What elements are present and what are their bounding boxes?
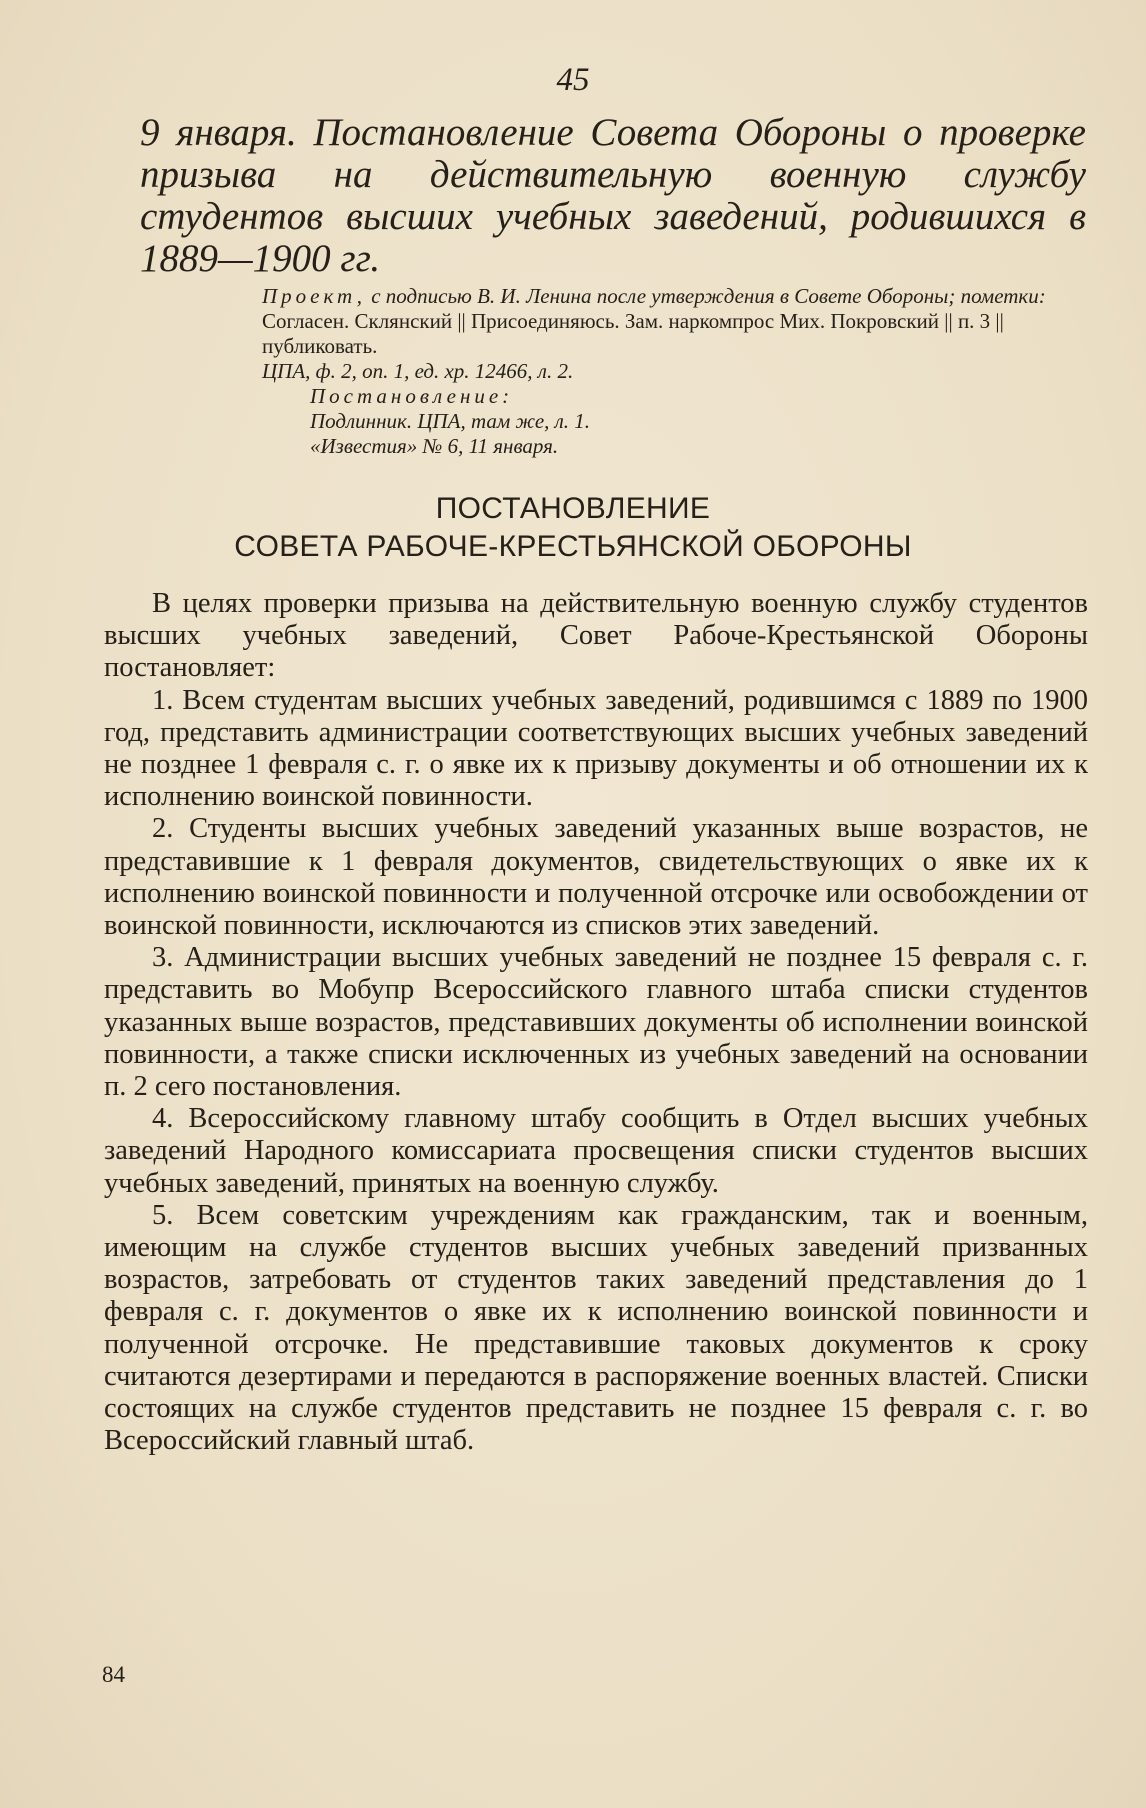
original-reference: Подлинник. ЦПА, там же, л. 1. <box>310 409 591 433</box>
archive-reference: ЦПА, ф. 2, оп. 1, ед. хр. 12466, л. 2. <box>262 359 574 383</box>
heading-line-1: ПОСТАНОВЛЕНИЕ <box>435 492 711 525</box>
marks-text: Согласен. Склянский || Присоединяюсь. Зам. наркомпрос Мих. Покровский || п. 3 || публиковать. <box>262 309 1004 358</box>
newspaper-reference: «Известия» № 6, 11 января. <box>310 434 559 458</box>
paragraph-item-2: 2. Студенты высших учебных заведений указанных выше возрастов, не представившие к 1 февраля документов, свидетельствующих о явке их к исполнению воинской повинности и полученной отсрочке или освобождении от воинской повинности, исключаются из списков этих заведений. <box>104 813 1088 942</box>
resolution-label: Постановление: <box>310 384 514 408</box>
project-text: с подписью В. И. Ленина после утверждения в Совете Обороны; пометки: <box>371 284 1046 308</box>
paragraph-item-4: 4. Всероссийскому главному штабу сообщить в Отдел высших учебных заведений Народного комиссариата просвещения списки студентов высших учебных заведений, принятых на военную службу. <box>104 1103 1088 1199</box>
paragraph-item-3: 3. Администрации высших учебных заведений не позднее 15 февраля с. г. представить во Мобупр Всероссийского главного штаба списки студентов указанных выше возрастов, представивших документы об исполнении воинской повинности, а также списки исключенных из учебных заведений на основании п. 2 сего постановления. <box>104 942 1088 1103</box>
document-title: 9 января. Постановление Совета Обороны о проверке призыва на действительную военную службу студентов высших учебных заведений, родившихся в 1889—1900 гг. <box>140 111 1086 280</box>
paragraph-item-1: 1. Всем студентам высших учебных заведений, родившимся с 1889 по 1900 год, представить администрации соответствующих высших учебных заведений не позднее 1 февраля с. г. о явке их к призыву документы и об отношении их к исполнению воинской повинности. <box>104 684 1088 813</box>
paragraph-preamble: В целях проверки призыва на действительную военную службу студентов высших учебных заведений, Совет Рабоче-Крестьянской Обороны постановляет: <box>104 588 1088 684</box>
resolution-body <box>104 588 1088 1457</box>
resolution-heading <box>0 490 1146 566</box>
heading-line-2: СОВЕТА РАБОЧЕ-КРЕСТЬЯНСКОЙ ОБОРОНЫ <box>234 530 912 563</box>
paragraph-item-5: 5. Всем советским учреждениям как гражданским, так и военным, имеющим на службе студентов высших учебных заведений призванных возрастов, затребовать от студентов таких заведений представления до 1 февраля с. г. документов о явке их к исполнению воинской повинности и полученной отсрочке. Не представившие таковых документов к сроку считаются дезертирами и передаются в распоряжение военных властей. Списки состоящих на службе студентов представить не позднее 15 февраля с. г. во Всероссийский главный штаб. <box>104 1199 1088 1457</box>
project-label: Проект, <box>262 284 366 308</box>
page-number: 45 <box>556 62 590 98</box>
footer-page-number: 84 <box>102 1662 125 1687</box>
source-notes <box>262 284 1086 459</box>
